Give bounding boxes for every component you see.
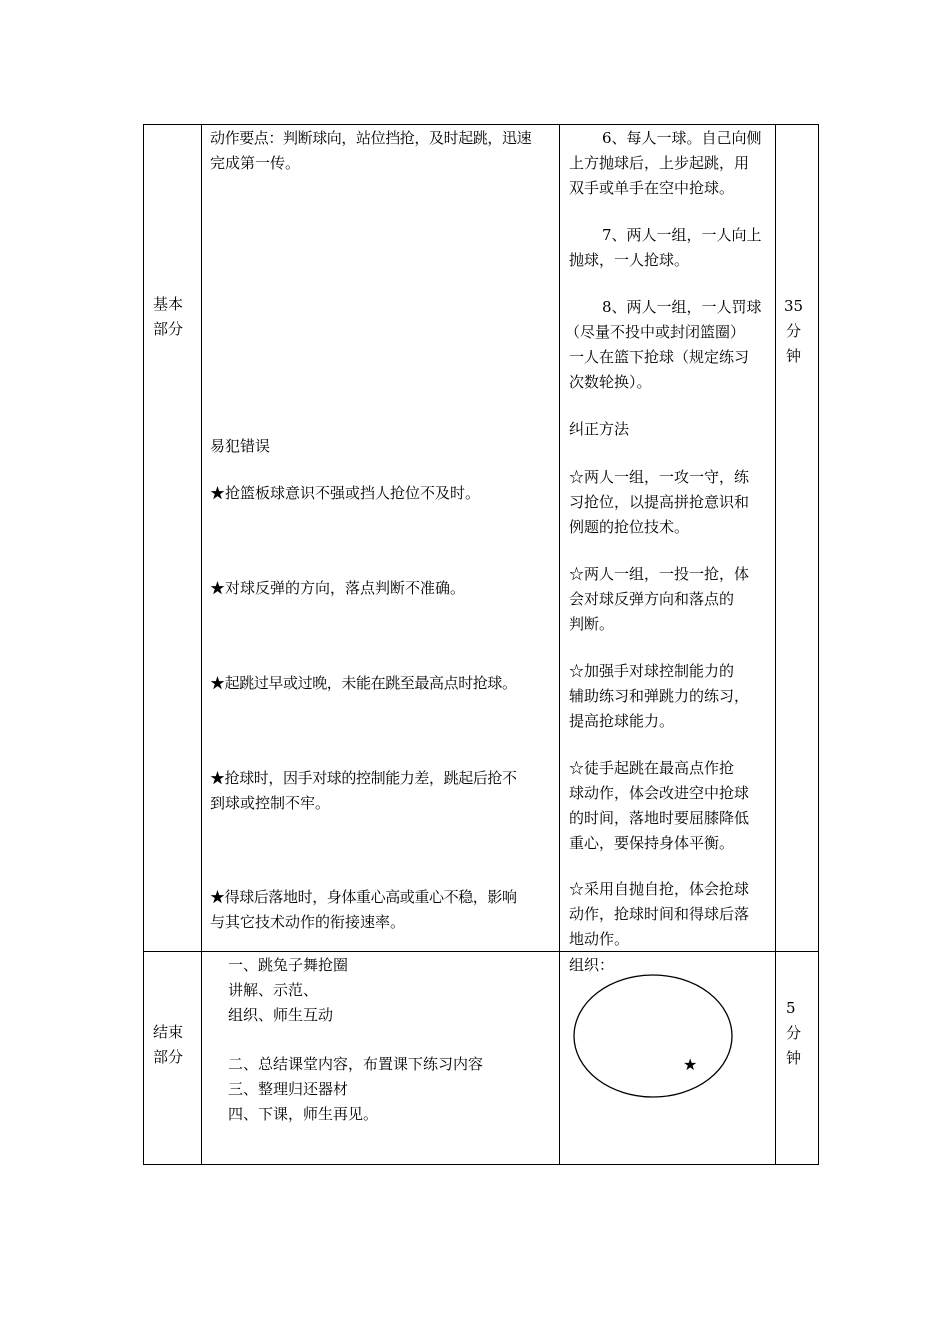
drill-line: 8、两人一组，一人罚球 [602, 298, 762, 316]
drill-line: 次数轮换）。 [569, 373, 652, 391]
error-item: ★抢球时，因手对球的控制能力差，跳起后抢不 [210, 769, 517, 787]
ending-content-line: 一、跳兔子舞抢圈 [228, 956, 349, 974]
drill-line: 7、两人一组，一人向上 [602, 226, 762, 244]
basic-section-label-line1: 基本 [153, 295, 184, 313]
drill-line: 上方抛球后，上步起跳，用 [569, 154, 750, 172]
circle-formation [574, 975, 732, 1097]
ending-time-value: 5 [786, 999, 796, 1017]
drill-line: 一人在篮下抢球（规定练习 [569, 348, 750, 366]
error-item: ★对球反弹的方向，落点判断不准确。 [210, 579, 466, 597]
drill-line: 6、每人一球。自己向侧 [602, 129, 762, 147]
correction-line: 重心，要保持身体平衡。 [569, 834, 735, 852]
table-row-divider [143, 951, 819, 952]
correction-line: 辅助练习和弹跳力的练习， [569, 687, 750, 705]
correction-line: 习抢位，以提高拼抢意识和 [569, 493, 750, 511]
ending-content-line: 三、整理归还器材 [228, 1080, 349, 1098]
correction-line: 提高抢球能力。 [569, 712, 675, 730]
error-item: ★起跳过早或过晚，未能在跳至最高点时抢球。 [210, 674, 517, 692]
table-right-border [818, 124, 819, 1165]
error-item: ★抢篮板球意识不强或挡人抢位不及时。 [210, 484, 481, 502]
teacher-star-icon: ★ [683, 1055, 698, 1074]
ending-section-label-line1: 结束 [153, 1023, 184, 1041]
error-item-cont: 与其它技术动作的衔接速率。 [210, 913, 406, 931]
ending-time-unit-1: 分 [786, 1024, 802, 1042]
correction-line: ☆两人一组，一投一抢，体 [569, 565, 750, 583]
table-col-divider-1 [201, 124, 202, 1165]
table-bottom-border [143, 1164, 819, 1165]
formation-diagram [570, 972, 740, 1102]
error-item-cont: 到球或控制不牢。 [210, 794, 331, 812]
organization-label: 组织： [569, 956, 615, 974]
drill-line: 双手或单手在空中抢球。 [569, 179, 735, 197]
basic-time-value: 35 [784, 297, 804, 315]
correction-line: 判断。 [569, 615, 615, 633]
correction-line: 例题的抢位技术。 [569, 518, 690, 536]
ending-section-label-line2: 部分 [153, 1048, 184, 1066]
ending-time-unit-2: 钟 [786, 1049, 802, 1067]
errors-heading: 易犯错误 [210, 437, 271, 455]
correction-line: 动作，抢球时间和得球后落 [569, 905, 750, 923]
table-col-divider-3 [775, 124, 776, 1165]
key-points-line: 完成第一传。 [210, 154, 301, 172]
correction-line: ☆加强手对球控制能力的 [569, 662, 735, 680]
table-col-divider-2 [559, 124, 560, 1165]
correction-heading: 纠正方法 [569, 420, 630, 438]
ending-content-line: 组织、师生互动 [228, 1006, 334, 1024]
correction-line: ☆徒手起跳在最高点作抢 [569, 759, 735, 777]
error-item: ★得球后落地时，身体重心高或重心不稳，影响 [210, 888, 517, 906]
correction-line: 球动作，体会改进空中抢球 [569, 784, 750, 802]
table-left-border [143, 124, 144, 1165]
ending-content-line: 讲解、示范、 [228, 981, 319, 999]
correction-line: 会对球反弹方向和落点的 [569, 590, 735, 608]
basic-time-unit-1: 分 [786, 322, 802, 340]
ending-content-line: 二、总结课堂内容，布置课下练习内容 [228, 1055, 484, 1073]
table-top-border [143, 124, 819, 125]
basic-section-label-line2: 部分 [153, 320, 184, 338]
correction-line: ☆两人一组，一攻一守，练 [569, 468, 750, 486]
correction-line: 地动作。 [569, 930, 630, 948]
key-points-line: 动作要点：判断球向，站位挡抢，及时起跳，迅速 [210, 129, 532, 147]
correction-line: ☆采用自抛自抢，体会抢球 [569, 880, 750, 898]
ending-content-line: 四、下课，师生再见。 [228, 1105, 379, 1123]
drill-line: （尽量不投中或封闭篮圈） [565, 323, 746, 341]
drill-line: 抛球，一人抢球。 [569, 251, 690, 269]
correction-line: 的时间，落地时要屈膝降低 [569, 809, 750, 827]
basic-time-unit-2: 钟 [786, 347, 802, 365]
